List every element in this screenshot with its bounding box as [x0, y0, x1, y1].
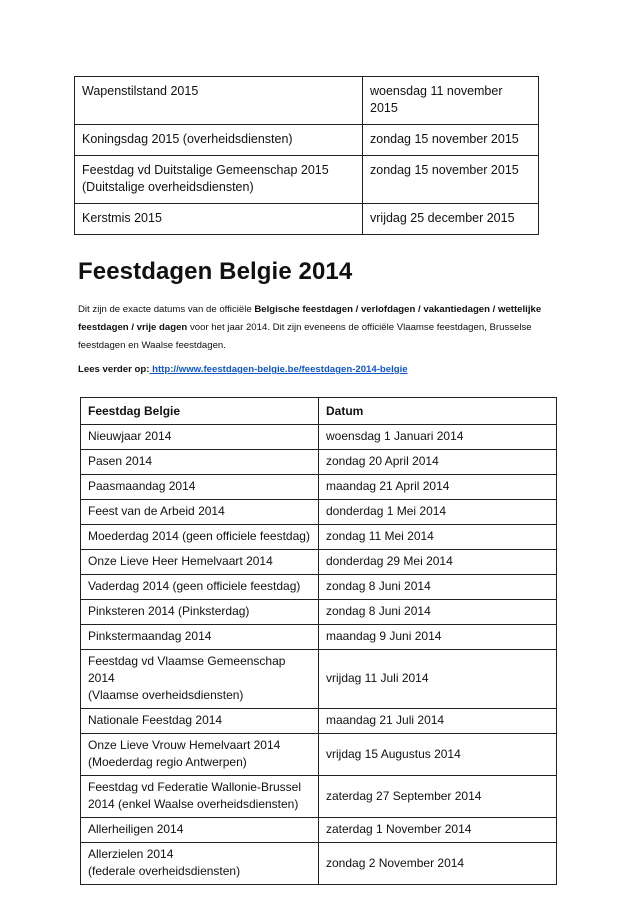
header-date: Datum [319, 398, 557, 425]
intro-paragraph [78, 301, 558, 355]
holiday-name-cell [81, 475, 319, 500]
holiday-name: Pinksteren 2014 (Pinksterdag) [88, 604, 250, 618]
holiday-date: zondag 11 Mei 2014 [319, 525, 557, 550]
read-more [78, 364, 408, 375]
table-row [81, 709, 557, 734]
intro-text-end: voor het jaar 2014. Dit zijn eveneens de officiële Vlaamse feestdagen, Brusselse feestdagen en Waalse feestdagen. [78, 322, 532, 351]
table-row [81, 525, 557, 550]
intro-text-bold: Belgische feestdagen / verlofdagen / vakantiedagen / wettelijke feestdagen / vrije dagen [78, 304, 542, 333]
holiday-name: Koningsdag 2015 (overheidsdiensten) [82, 132, 293, 146]
holiday-name: Allerheiligen 2014 [88, 822, 184, 836]
table-row [81, 475, 557, 500]
holiday-name: Paasmaandag 2014 [88, 479, 196, 493]
holiday-name-cell [81, 500, 319, 525]
holiday-date: zaterdag 1 November 2014 [319, 818, 557, 843]
holiday-name-cell [81, 776, 319, 818]
holiday-name: Nationale Feestdag 2014 [88, 713, 223, 727]
table-row [81, 575, 557, 600]
read-more-link[interactable]: http://www.feestdagen-belgie.be/feestdagen-2014-belgie [149, 364, 408, 375]
holiday-name: Nieuwjaar 2014 [88, 429, 172, 443]
holidays-2014-table [80, 397, 557, 885]
table-row [81, 500, 557, 525]
table-row [81, 625, 557, 650]
holiday-date: maandag 21 April 2014 [319, 475, 557, 500]
holiday-note: (Vlaamse overheidsdiensten) [88, 688, 244, 702]
table-row [81, 650, 557, 709]
holiday-name: Feestdag vd Duitstalige Gemeenschap 2015 [82, 163, 329, 177]
holiday-date: zondag 2 November 2014 [319, 843, 557, 885]
holiday-date: zondag 8 Juni 2014 [319, 600, 557, 625]
table-row [81, 776, 557, 818]
holiday-date: maandag 21 Juli 2014 [319, 709, 557, 734]
holiday-name-cell [81, 425, 319, 450]
holiday-note: (Duitstalige overheidsdiensten) [82, 180, 254, 194]
table-row [81, 550, 557, 575]
holiday-date: zaterdag 27 September 2014 [319, 776, 557, 818]
holiday-name-cell [81, 575, 319, 600]
holiday-date: vrijdag 15 Augustus 2014 [319, 734, 557, 776]
table-row [75, 77, 539, 125]
holiday-date: donderdag 29 Mei 2014 [319, 550, 557, 575]
holiday-name: Feestdag vd Vlaamse Gemeenschap 2014 [88, 654, 286, 685]
holiday-date: vrijdag 25 december 2015 [363, 204, 539, 235]
holiday-name-cell [81, 600, 319, 625]
table-row [81, 450, 557, 475]
holiday-date: maandag 9 Juni 2014 [319, 625, 557, 650]
holiday-name-cell [81, 525, 319, 550]
holiday-name-cell [81, 843, 319, 885]
holiday-name-cell [75, 125, 363, 156]
holiday-name: Vaderdag 2014 (geen officiele feestdag) [88, 579, 301, 593]
table-row [81, 425, 557, 450]
intro-text-start: Dit zijn de exacte datums van de officiële [78, 304, 255, 315]
holiday-note: 2014 (enkel Waalse overheidsdiensten) [88, 797, 299, 811]
holiday-name: Feest van de Arbeid 2014 [88, 504, 225, 518]
holiday-name: Onze Lieve Heer Hemelvaart 2014 [88, 554, 273, 568]
holiday-name-cell [75, 156, 363, 204]
holiday-name-cell [81, 625, 319, 650]
holiday-note: (Moederdag regio Antwerpen) [88, 755, 247, 769]
holiday-name-cell [81, 650, 319, 709]
holiday-date: zondag 8 Juni 2014 [319, 575, 557, 600]
holiday-note: (federale overheidsdiensten) [88, 864, 241, 878]
read-more-label: Lees verder op: [78, 364, 150, 375]
holiday-name: Pasen 2014 [88, 454, 153, 468]
holidays-2015-table [74, 76, 539, 235]
holiday-name: Kerstmis 2015 [82, 211, 162, 225]
holiday-name: Allerzielen 2014 [88, 847, 174, 861]
holiday-date: zondag 20 April 2014 [319, 450, 557, 475]
holiday-name-cell [81, 450, 319, 475]
table-row [75, 156, 539, 204]
holiday-date: zondag 15 november 2015 [363, 156, 539, 204]
holiday-name-cell [75, 204, 363, 235]
holiday-date: woensdag 11 november 2015 [363, 77, 539, 125]
holiday-date: woensdag 1 Januari 2014 [319, 425, 557, 450]
table-row [75, 204, 539, 235]
holiday-date: zondag 15 november 2015 [363, 125, 539, 156]
holiday-name-cell [75, 77, 363, 125]
holiday-name-cell [81, 818, 319, 843]
holiday-date: donderdag 1 Mei 2014 [319, 500, 557, 525]
table-header-row [81, 398, 557, 425]
holiday-name: Wapenstilstand 2015 [82, 84, 199, 98]
table-row [81, 734, 557, 776]
holiday-name-cell [81, 734, 319, 776]
table-row [75, 125, 539, 156]
holiday-name: Onze Lieve Vrouw Hemelvaart 2014 [88, 738, 281, 752]
holiday-name: Feestdag vd Federatie Wallonie-Brussel [88, 780, 301, 794]
holiday-name: Moederdag 2014 (geen officiele feestdag) [88, 529, 310, 543]
holiday-date: vrijdag 11 Juli 2014 [319, 650, 557, 709]
holiday-name-cell [81, 550, 319, 575]
table-row [81, 843, 557, 885]
table-row [81, 818, 557, 843]
header-holiday: Feestdag Belgie [81, 398, 319, 425]
holiday-name-cell [81, 709, 319, 734]
table-row [81, 600, 557, 625]
holiday-name: Pinkstermaandag 2014 [88, 629, 212, 643]
section-title: Feestdagen Belgie 2014 [78, 258, 353, 285]
